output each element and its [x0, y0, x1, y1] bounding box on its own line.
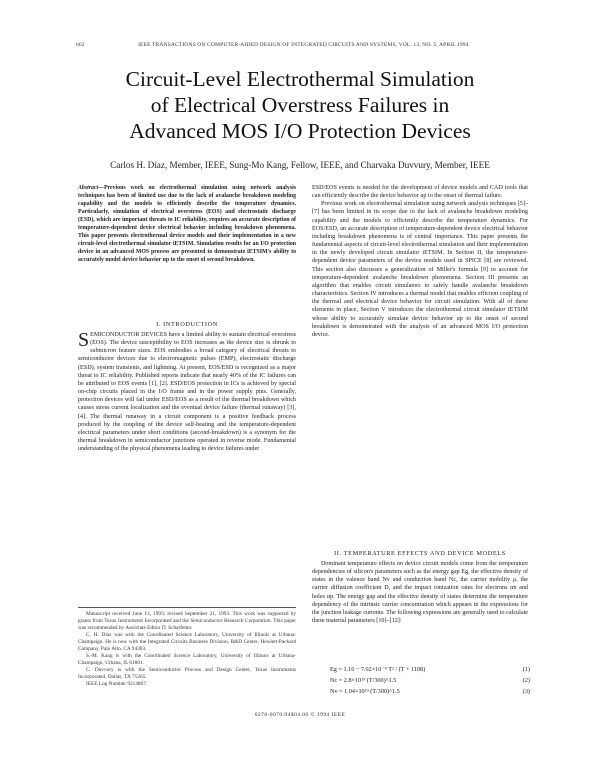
right-paragraph-1: ESD/EOS events is needed for the development of device models and CAD tools that can efficiently describe the device behavior up to the onset of thermal failure. [312, 185, 528, 200]
intro-body [78, 331, 296, 453]
footnotes [78, 611, 296, 688]
copyright-line: 0278-0070/94$04.00 © 1994 IEEE [254, 712, 346, 718]
right-paragraph-3: Dominant temperature effects on device circuit models come from the temperature dependencies of silicon's parameters such as the energy gap Eg, the effective density of states in the valence band Nv and conduction band Nc, the carrier mobility μ, the carrier diffusion coefficient D, and the impact ionization rates for electrons αn and holes αp. The energy gap and the effective density of states determine the temperature dependency of the intrinsic carrier concentration which appears in the expressions for the junction leakage currents. The following expressions are generally used to calculate these material parameters [10]–[12]: [312, 561, 528, 625]
equation-number: (2) [522, 677, 530, 684]
title-line-3: Advanced MOS I/O Protection Devices [129, 119, 471, 143]
equation-expr: Nc = 2.8×10¹⁹ (T/300)^1.5 [330, 677, 397, 684]
footnote-author-2: S.-M. Kang is with the Coordinated Science Laboratory, University of Illinois at Urbana-Champaign, Urbana, IL 61801. [78, 653, 296, 666]
equation-expr: Nv = 1.04×10¹⁹ (T/300)^1.5 [330, 688, 400, 695]
intro-text: EMICONDUCTOR DEVICES have a limited ability to sustain electrical overstress (EOS). The device susceptibility to EOS increases as the device size is shrunk to submicron feature sizes. EOS embodies a broad category of electrical threats to semiconductor devices due to electromagnetic pulses (EMP), electrostatic discharge (ESD), system transients, and lightning. At present, EOS/ESD is recognized as a major threat to IC reliability. Published reports indicate that nearly 40% of the IC failures can be attributed to EOS events [1], [2]. ESD/EOS protection in ICs is achieved by special on-chip circuits placed in the I/O frame and in the power supply pins. Generally, protection devices will fail under ESD/EOS as a result of the thermal breakdown which causes stress current localization and the eventual device failure (thermal runaway) [3], [4]. The thermal runaway in a circuit component is a positive feedback process produced by the coupling of the device self-heating and the temperature-dependent electrical parameters under short conditions (second-breakdown) is a synonym for the thermal breakdown in semiconductor junctions operated in reverse mode. Fundamental understanding of the physical phenomena leading to device failures under [78, 332, 296, 453]
running-header [76, 42, 522, 48]
section-heading-temperature: II. TEMPERATURE EFFECTS AND DEVICE MODELS [334, 550, 506, 557]
footnote-manuscript: Manuscript received June 13, 1993; revised September 21, 1993. This work was supported by grants from Texas Instruments Incorporated and the Semiconductor Research Corporation. This paper was recommended by Associate Editor D. Scharfetter. [78, 611, 296, 631]
equation-row [330, 686, 530, 697]
footnote-author-1: C. H. Díaz was with the Coordinated Science Laboratory, University of Illinois at Urbana-Champaign. He is now with the Integrated Circuits Business Division, R&D Center, Hewlett-Packard Company, Palo Alto, CA 94303. [78, 632, 296, 652]
equation-expr: Eg = 1.16 − 7.02×10⁻⁴ T² / (T + 1108) [330, 666, 426, 673]
abstract [78, 184, 296, 264]
right-column-top [312, 184, 528, 339]
section-heading-intro: I. INTRODUCTION [156, 321, 218, 328]
intro-paragraph [78, 331, 296, 453]
equation-number: (3) [522, 688, 530, 695]
title-line-2: of Electrical Overstress Failures in [150, 93, 450, 117]
footnote-author-3: C. Duvvury is with the Semiconductor Process and Design Center, Texas Instruments Incorporated, Dallas, TX 75265. [78, 667, 296, 680]
drop-cap: S [78, 329, 90, 351]
equation-block [330, 664, 530, 697]
author-list: Carlos H. Díaz, Member, IEEE, Sung-Mo Kang, Fellow, IEEE, and Charvaka Duvvury, Member, IEEE [110, 160, 490, 170]
paper-title [60, 66, 540, 144]
right-column-bottom [312, 560, 528, 625]
footnote-divider [78, 607, 296, 608]
abstract-label: Abstract— [78, 185, 104, 191]
footnote-log: IEEE Log Number 9214867. [86, 681, 148, 687]
section-2-heading-wrap [312, 550, 528, 558]
page-number: 662 [76, 42, 85, 48]
journal-name: IEEE TRANSACTIONS ON COMPUTER-AIDED DESIGN OF INTEGRATED CIRCUITS AND SYSTEMS, VOL. 13, NO. 5, APRIL 1994 [138, 42, 469, 48]
title-line-1: Circuit-Level Electrothermal Simulation [125, 67, 475, 91]
abstract-text: Previous work on electrothermal simulation using network analysis techniques has been of limited use due to the lack of avalanche breakdown modeling capability and the models to efficiently describe the temperature dynamics. Particularly, simulation of electrical overstress (EOS) and electrostatic discharge (ESD), which are important threats to IC reliability, requires an accurate description of temperature-dependent device electrical behavior including breakdown phenomena. This paper presents electrothermal device models and their implementation in a new circuit-level electrothermal simulator iETSIM. Simulation results for an I/O protection device in an advanced MOS process are presented to demonstrate iETSIM's ability to accurately model device behavior up to the onset of second breakdown. [78, 185, 296, 263]
right-paragraph-2: Previous work on electrothermal simulation using network analysis techniques [5]–[7] has been limited in its scope due to the lack of avalanche breakdown modeling capability and the models to efficiently describe the temperature dynamics. For EOS/ESD, an accurate description of temperature-dependent device electrical behavior including breakdown phenomena is of central importance. This paper presents the fundamental aspects of circuit-level electrothermal simulation and their implementation in the newly developed circuit simulator iETSIM. In Section II, the temperature-dependent device parameters of the device models used in SPICE [8] are reviewed. This section also discusses a generalization of Miller's formula [9] to account for temperature-dependent avalanche breakdown phenomena. Section III presents an algorithm that enables circuit simulators to safely handle avalanche breakdown characteristics. Section IV introduces a thermal model that enables efficient coupling of the thermal and electrical device behavior for circuit simulation. With all of these elements in place, Section V introduces the electrothermal circuit simulator iETSIM whose ability to accurately simulate device behavior up to the onset of second breakdown is demonstrated with the analysis of an advanced MOS I/O protection device. [312, 201, 528, 338]
equation-number: (1) [522, 666, 530, 673]
intro-heading-wrap [78, 321, 296, 329]
equation-row [330, 664, 530, 675]
equation-row [330, 675, 530, 686]
